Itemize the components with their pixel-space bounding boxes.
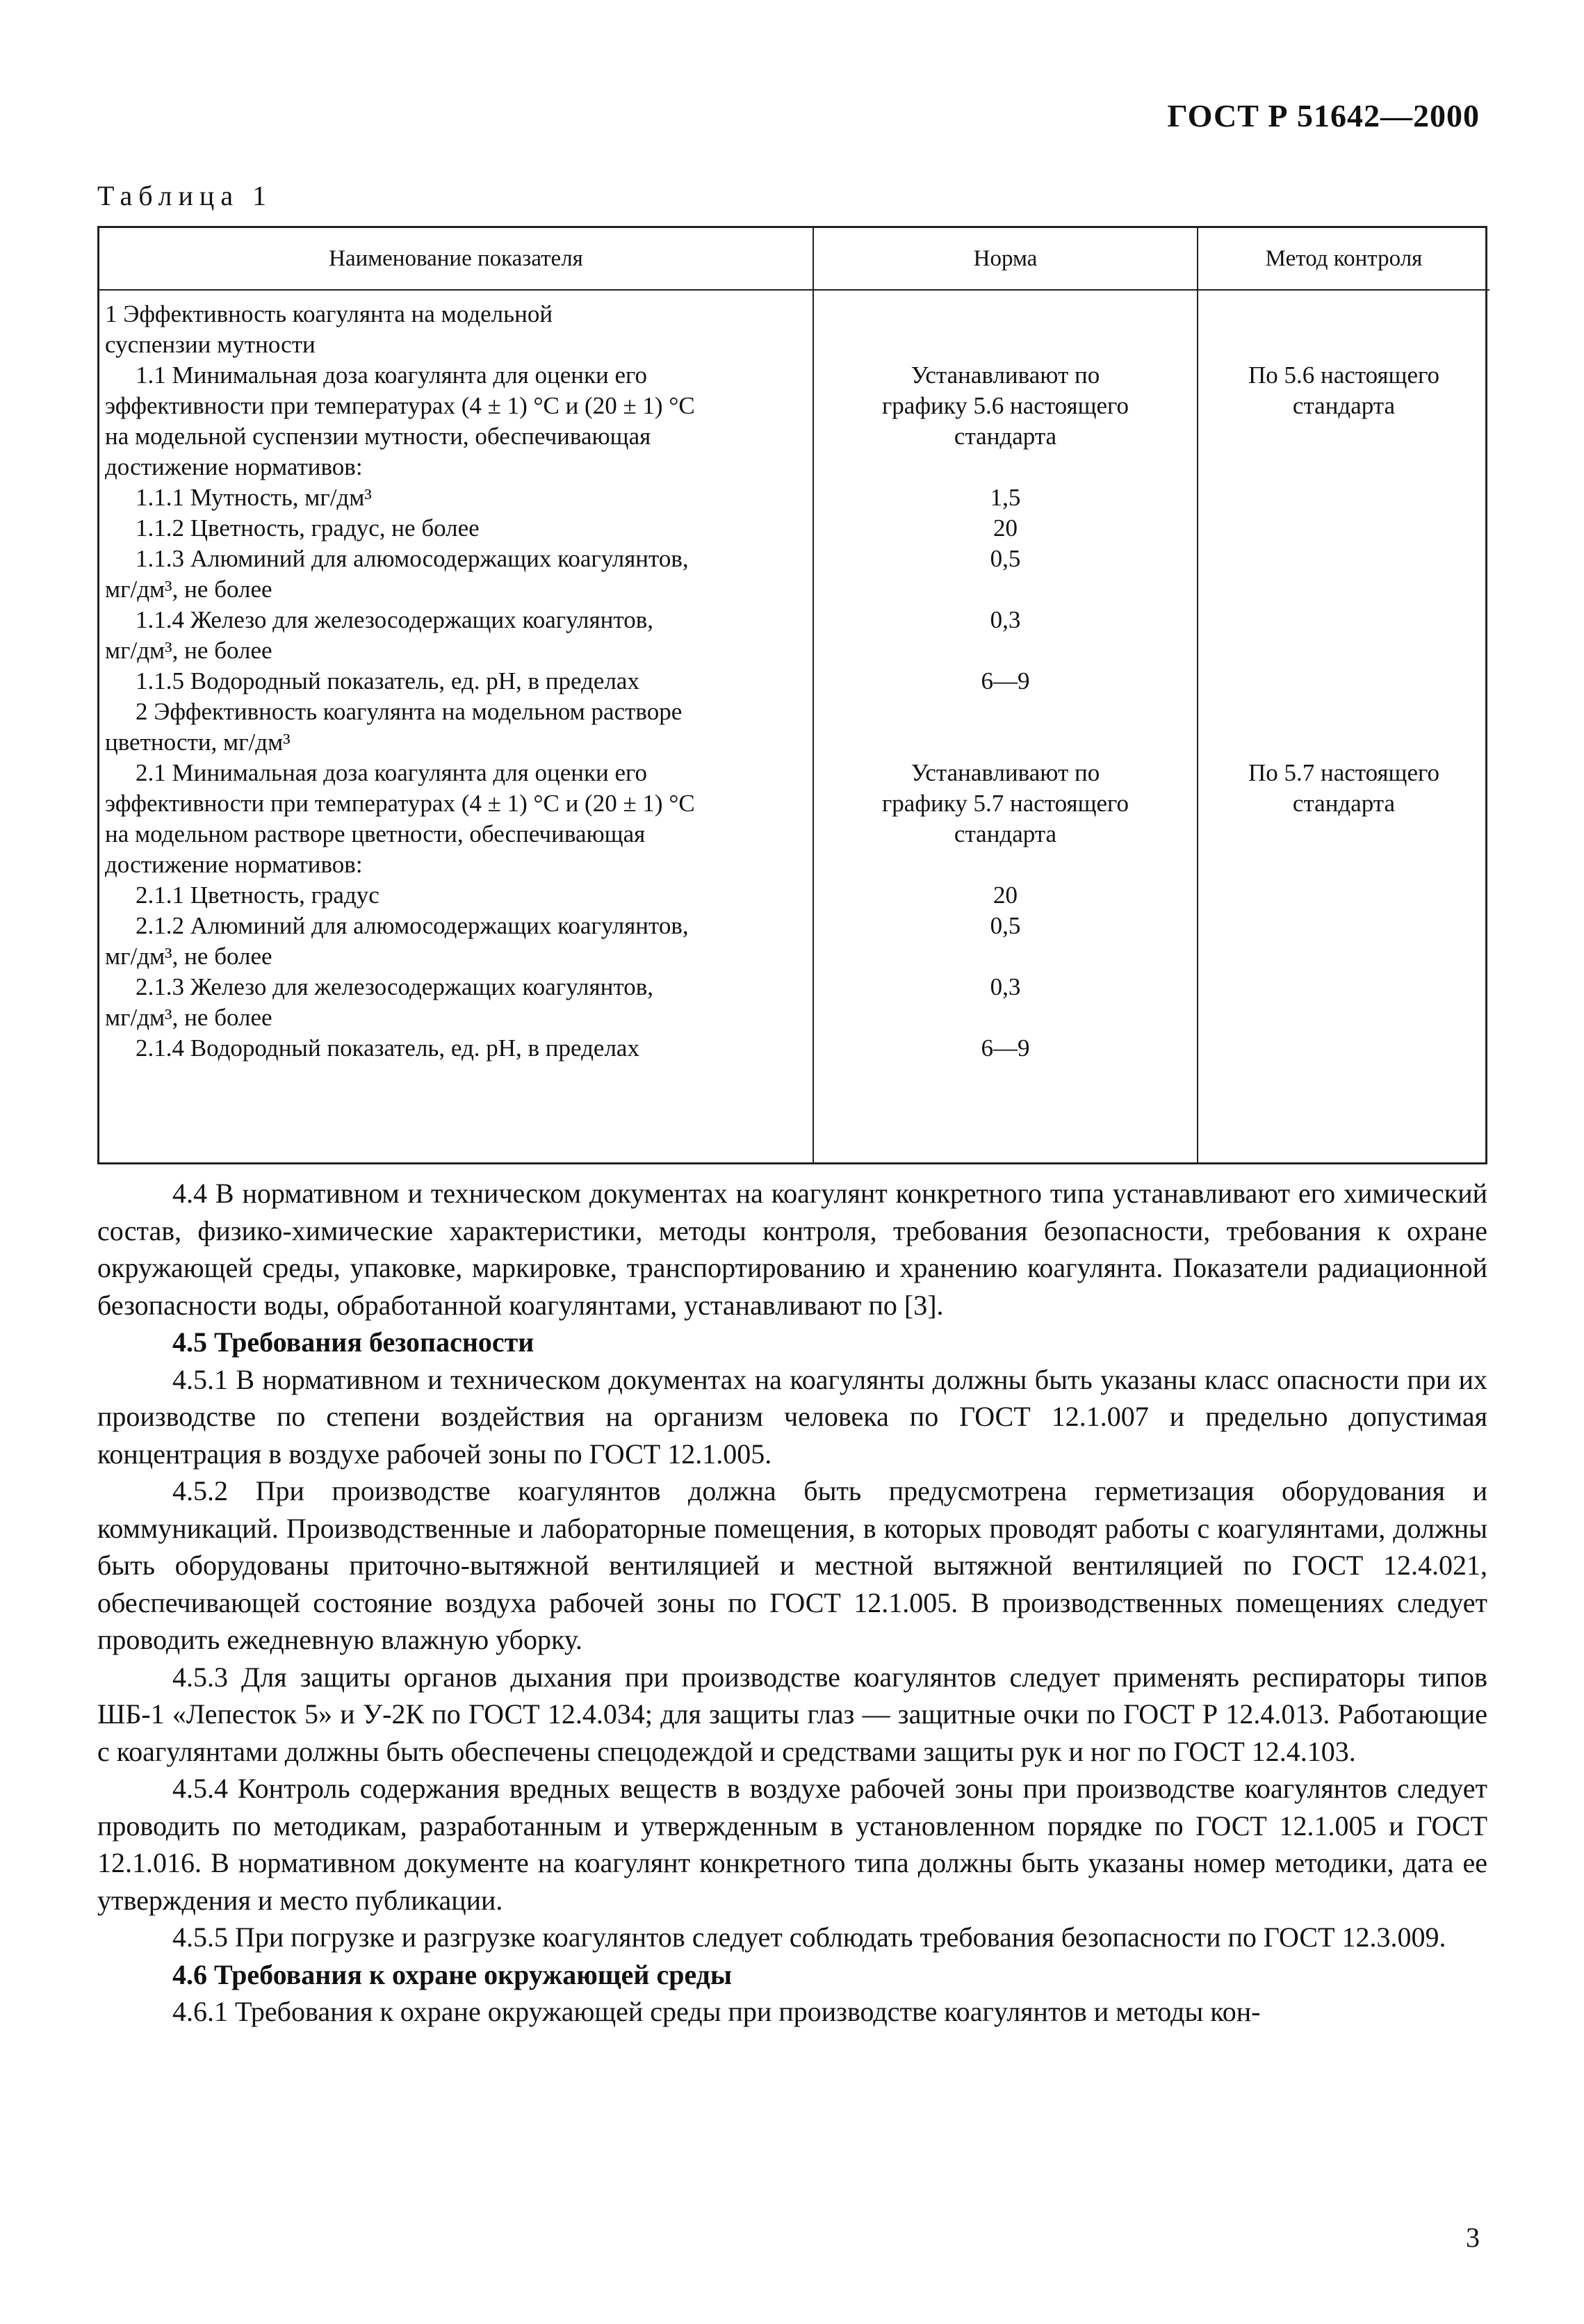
- indicator-line: суспензии мутности: [105, 331, 316, 358]
- indicator-line: достижение нормативов:: [105, 453, 363, 480]
- control-method-value: [1204, 727, 1484, 758]
- norm-value: 6—9: [981, 1034, 1030, 1062]
- control-method-value: стандарта: [1292, 392, 1396, 419]
- indicator-line: на модельной суспензии мутности, обеспечивающая: [105, 423, 651, 450]
- control-method-value: [1204, 421, 1484, 452]
- control-method-value: [1204, 544, 1484, 574]
- indicator-line: цветности, мг/дм³: [105, 729, 291, 756]
- control-method-value: [1204, 574, 1484, 605]
- control-method-value: По 5.6 настоящего: [1248, 361, 1440, 389]
- indicator-line: 2.1.4 Водородный показатель, ед. pH, в пределах: [136, 1034, 639, 1062]
- norm-value: [819, 330, 1191, 360]
- control-method-value: [1204, 482, 1484, 513]
- indicator-line: 2.1.3 Железо для железосодержащих коагулянтов,: [136, 973, 653, 1000]
- indicator-line: 2.1 Минимальная доза коагулянта для оценки его: [136, 759, 648, 786]
- norm-value: 0,5: [990, 912, 1021, 939]
- control-method-value: [1204, 330, 1484, 360]
- indicator-line: 1.1.4 Железо для железосодержащих коагулянтов,: [136, 606, 653, 633]
- control-method-column: [1198, 290, 1489, 1162]
- control-method-value: [1204, 299, 1484, 330]
- norm-value: [819, 574, 1191, 605]
- spec-table: [97, 226, 1487, 1164]
- indicator-line: мг/дм³, не более: [105, 1004, 272, 1031]
- norm-value: 0,3: [990, 606, 1021, 633]
- indicator-line: мг/дм³, не более: [105, 943, 272, 970]
- control-method-value: [1204, 635, 1484, 666]
- body-text: [97, 1175, 1487, 2031]
- document-code: ГОСТ Р 51642—2000: [1167, 98, 1480, 133]
- norm-value: [819, 452, 1191, 482]
- table-caption: Таблица 1: [97, 180, 273, 211]
- indicator-line: 1.1 Минимальная доза коагулянта для оценки его: [136, 361, 648, 389]
- indicator-line: 2.1.1 Цветность, градус: [136, 881, 379, 909]
- indicator-line: 1.1.1 Мутность, мг/дм³: [136, 484, 372, 511]
- indicator-line: на модельном растворе цветности, обеспечивающая: [105, 820, 646, 847]
- indicator-line: мг/дм³, не более: [105, 637, 272, 664]
- paragraph: 4.5.5 При погрузке и разгрузке коагулянтов следует соблюдать требования безопасности по ГОСТ 12.3.009.: [172, 1921, 1446, 1953]
- paragraph: 4.5.1 В нормативном и техническом документах на коагулянты должны быть указаны класс опасности при их производстве по степени воздействия на организм человека по ГОСТ 12.1.007 и предельно допустимая концентрация в воздухе рабочей зоны по ГОСТ 12.1.005.: [97, 1363, 1487, 1470]
- header-norm: Норма: [813, 228, 1198, 290]
- norm-value: 1,5: [990, 484, 1021, 511]
- norm-value: графику 5.7 настоящего: [881, 790, 1129, 817]
- control-method-value: [1204, 452, 1484, 482]
- norm-value: Устанавливают по: [911, 759, 1100, 786]
- paragraph: 4.4 В нормативном и техническом документах на коагулянт конкретного типа устанавливают его химический состав, физико-химические характеристики, методы контроля, требования безопасности, требования к охране окружающей среды, упаковке, маркировке, транспортированию и хранению коагулянта. Показатели радиационной безопасности воды, обработанной коагулянтами, устанавливают по [3].: [97, 1178, 1487, 1321]
- indicator-name-column: [99, 290, 813, 1162]
- norm-value: 20: [993, 881, 1018, 909]
- indicator-line: 2.1.2 Алюминий для алюмосодержащих коагулянтов,: [136, 912, 689, 939]
- control-method-value: [1204, 513, 1484, 544]
- norm-value: Устанавливают по: [911, 361, 1100, 389]
- indicator-line: 1.1.3 Алюминий для алюмосодержащих коагулянтов,: [136, 545, 689, 572]
- paragraph: 4.6.1 Требования к охране окружающей среды при производстве коагулянтов и методы кон-: [172, 1996, 1261, 2027]
- indicator-line: эффективности при температурах (4 ± 1) °С и (20 ± 1) °С: [105, 392, 695, 419]
- control-method-value: [1204, 605, 1484, 635]
- control-method-value: [1204, 697, 1484, 727]
- control-method-value: По 5.7 настоящего: [1248, 759, 1440, 786]
- indicator-line: мг/дм³, не более: [105, 576, 272, 603]
- section-heading: 4.5 Требования безопасности: [172, 1326, 534, 1358]
- norm-value: [819, 697, 1191, 727]
- indicator-line: достижение нормативов:: [105, 851, 363, 878]
- indicator-line: 1 Эффективность коагулянта на модельной: [105, 300, 553, 327]
- paragraph: 4.5.2 При производстве коагулянтов должна быть предусмотрена герметизация оборудования и коммуникаций. Производственные и лабораторные помещения, в которых проводят работы с коагулянтами, должны быть оборудованы приточно-вытяжной вентиляцией и местной вытяжной вентиляцией по ГОСТ 12.4.021, обеспечивающей состояние воздуха рабочей зоны по ГОСТ 12.1.005. В производственных помещениях следует проводить ежедневную влажную уборку.: [97, 1475, 1487, 1655]
- norm-value: стандарта: [954, 820, 1057, 847]
- section-heading: 4.6 Требования к охране окружающей среды: [172, 1958, 733, 1990]
- norm-value: [819, 941, 1191, 972]
- header-indicator-name: Наименование показателя: [99, 228, 813, 290]
- indicator-line: 1.1.5 Водородный показатель, ед. pH, в пределах: [136, 667, 639, 694]
- control-method-value: [1204, 666, 1484, 697]
- norm-value: 0,3: [990, 973, 1021, 1000]
- norm-value: [819, 1002, 1191, 1033]
- norm-value: [819, 635, 1191, 666]
- norm-value: 20: [993, 514, 1018, 542]
- page-number: 3: [1466, 2222, 1480, 2253]
- paragraph: 4.5.4 Контроль содержания вредных веществ в воздухе рабочей зоны при производстве коагулянтов следует проводить по методикам, разработанным и утвержденным в установленном порядке по ГОСТ 12.1.005 и ГОСТ 12.1.016. В нормативном документе на коагулянт конкретного типа должны быть указаны номер методики, дата ее утверждения и место публикации.: [97, 1773, 1487, 1916]
- norm-value: 6—9: [981, 667, 1030, 694]
- norm-value: [819, 727, 1191, 758]
- norm-value: [819, 299, 1191, 330]
- norm-value: [819, 850, 1191, 880]
- control-method-value: стандарта: [1292, 790, 1396, 817]
- norm-value: графику 5.6 настоящего: [881, 392, 1129, 419]
- paragraph: 4.5.3 Для защиты органов дыхания при производстве коагулянтов следует применять респираторы типов ШБ-1 «Лепесток 5» и У-2К по ГОСТ 12.4.034; для защиты глаз — защитные очки по ГОСТ Р 12.4.013. Работающие с коагулянтами должны быть обеспечены спецодеждой и средствами защиты рук и ног по ГОСТ 12.4.103.: [97, 1661, 1487, 1767]
- indicator-line: эффективности при температурах (4 ± 1) °С и (20 ± 1) °С: [105, 790, 695, 817]
- header-control-method: Метод контроля: [1198, 228, 1489, 290]
- indicator-line: 1.1.2 Цветность, градус, не более: [136, 514, 480, 542]
- norm-column: [813, 290, 1198, 1162]
- indicator-line: 2 Эффективность коагулянта на модельном растворе: [136, 698, 683, 725]
- norm-value: стандарта: [954, 423, 1057, 450]
- norm-value: 0,5: [990, 545, 1021, 572]
